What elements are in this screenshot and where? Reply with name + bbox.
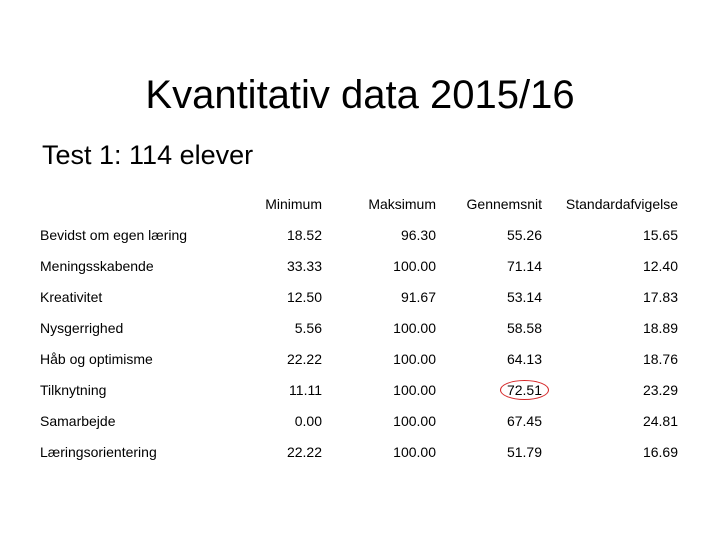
row-label: Håb og optimisme [40,350,153,367]
table-row [40,219,678,250]
cell-standardafvigelse: 17.83 [642,288,678,305]
row-label: Kreativitet [40,288,103,305]
cell-minimum: 22.22 [286,350,322,367]
cell-standardafvigelse: 24.81 [642,412,678,429]
cell-maksimum: 100.00 [393,319,436,336]
cell-standardafvigelse: 23.29 [642,381,678,398]
cell-standardafvigelse: 18.89 [642,319,678,336]
statistics-table [40,188,678,467]
cell-maksimum: 100.00 [393,257,436,274]
cell-gennemsnit-highlighted [436,374,542,405]
highlight-circle: 72.51 [500,380,549,400]
header-label [40,188,240,219]
slide-title: Kvantitativ data 2015/16 [145,72,575,117]
cell-minimum: 5.56 [294,319,322,336]
row-label: Nysgerrighed [40,319,124,336]
cell-maksimum: 91.67 [400,288,436,305]
table-row [40,436,678,467]
table-row [40,281,678,312]
cell-gennemsnit: 53.14 [506,288,542,305]
slide-subtitle: Test 1: 114 elever [42,140,254,170]
cell-maksimum: 100.00 [393,350,436,367]
cell-maksimum: 100.00 [393,381,436,398]
cell-standardafvigelse: 15.65 [642,226,678,243]
table-row [40,374,678,405]
cell-minimum: 0.00 [294,412,322,429]
cell-minimum: 33.33 [286,257,322,274]
row-label: Meningsskabende [40,257,154,274]
cell-gennemsnit: 55.26 [506,226,542,243]
cell-gennemsnit: 67.45 [506,412,542,429]
cell-standardafvigelse: 18.76 [642,350,678,367]
cell-minimum: 18.52 [286,226,322,243]
header-minimum: Minimum [265,195,322,212]
row-label: Tilknytning [40,381,107,398]
table-row [40,250,678,281]
header-standardafvigelse: Standardafvigelse [565,195,678,212]
cell-minimum: 22.22 [286,443,322,460]
table-row [40,343,678,374]
row-label: Læringsorientering [40,443,157,460]
cell-minimum: 11.11 [289,381,322,398]
table-header-row [40,188,678,219]
cell-gennemsnit: 71.14 [506,257,542,274]
table-row [40,312,678,343]
header-gennemsnit: Gennemsnit [466,195,542,212]
row-label: Samarbejde [40,412,116,429]
cell-standardafvigelse: 12.40 [642,257,678,274]
cell-gennemsnit: 64.13 [506,350,542,367]
cell-gennemsnit: 58.58 [506,319,542,336]
cell-gennemsnit: 51.79 [506,443,542,460]
header-maksimum: Maksimum [368,195,436,212]
cell-maksimum: 100.00 [393,412,436,429]
cell-standardafvigelse: 16.69 [642,443,678,460]
cell-maksimum: 100.00 [393,443,436,460]
cell-minimum: 12.50 [286,288,322,305]
cell-maksimum: 96.30 [400,226,436,243]
table-row [40,405,678,436]
row-label: Bevidst om egen læring [40,226,188,243]
